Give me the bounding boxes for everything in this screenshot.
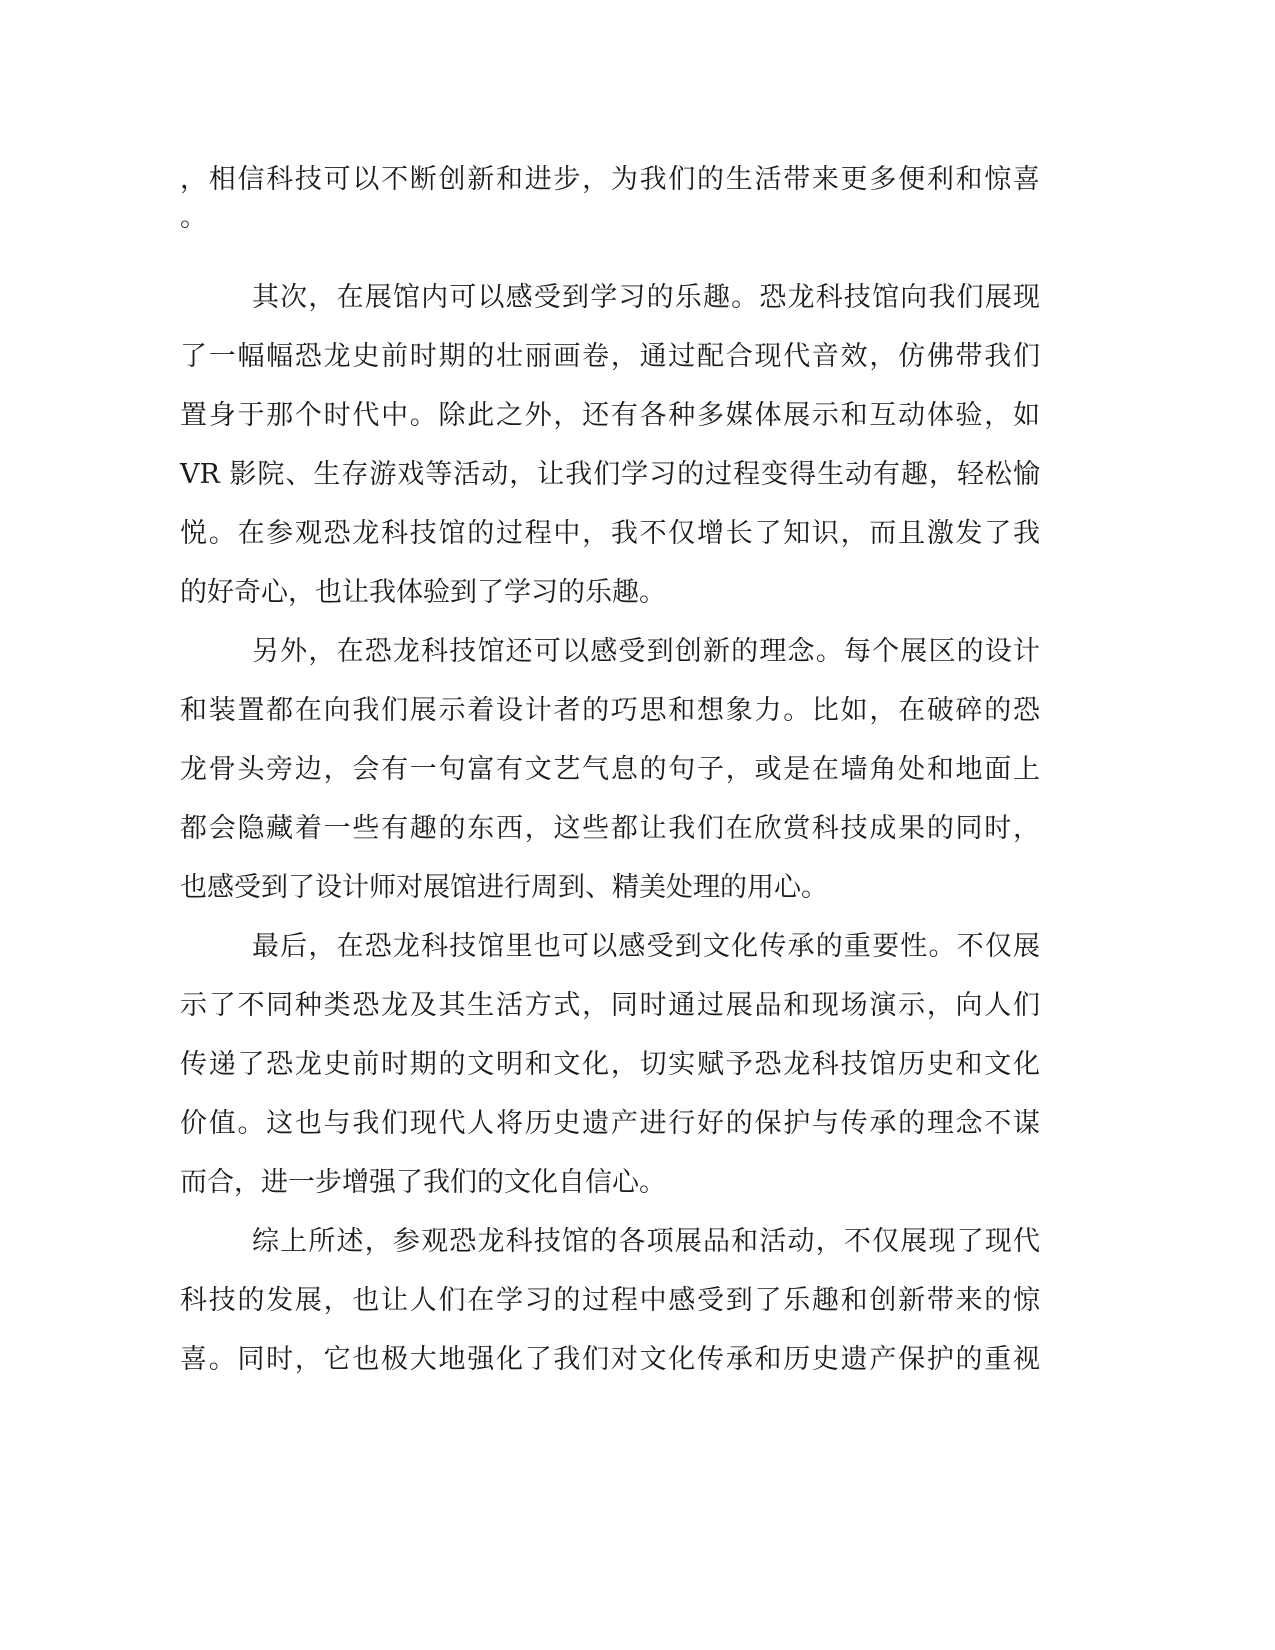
text-line: 喜。同时，它也极大地强化了我们对文化传承和历史遗产保护的重视 xyxy=(180,1344,1040,1375)
paragraph-first-line: 综上所述，参观恐龙科技馆的各项展品和活动，不仅展现了现代 xyxy=(252,1226,1040,1257)
paragraph-first-line: 最后，在恐龙科技馆里也可以感受到文化传承的重要性。不仅展 xyxy=(252,931,1040,962)
text-line: 示了不同种类恐龙及其生活方式，同时通过展品和现场演示，向人们 xyxy=(180,990,1040,1021)
text-line: 也感受到了设计师对展馆进行周到、精美处理的用心。 xyxy=(180,872,828,903)
text-line: 科技的发展，也让人们在学习的过程中感受到了乐趣和创新带来的惊 xyxy=(180,1285,1040,1316)
paragraph-first-line: 其次，在展馆内可以感受到学习的乐趣。恐龙科技馆向我们展现 xyxy=(252,282,1040,313)
text-line: 置身于那个时代中。除此之外，还有各种多媒体展示和互动体验，如 xyxy=(180,400,1040,431)
text-line: 龙骨头旁边，会有一句富有文艺气息的句子，或是在墙角处和地面上 xyxy=(180,754,1040,785)
text-line: 价值。这也与我们现代人将历史遗产进行好的保护与传承的理念不谋 xyxy=(180,1108,1040,1139)
text-line: 而合，进一步增强了我们的文化自信心。 xyxy=(180,1167,666,1198)
text-line: VR 影院、生存游戏等活动，让我们学习的过程变得生动有趣，轻松愉 xyxy=(180,459,1040,490)
text-line: 了一幅幅恐龙史前时期的壮丽画卷，通过配合现代音效，仿佛带我们 xyxy=(180,341,1040,372)
text-line: 。 xyxy=(180,202,207,233)
text-line: 的好奇心，也让我体验到了学习的乐趣。 xyxy=(180,577,666,608)
paragraph-first-line: 另外，在恐龙科技馆还可以感受到创新的理念。每个展区的设计 xyxy=(252,636,1040,667)
text-line: ，相信科技可以不断创新和进步，为我们的生活带来更多便利和惊喜 xyxy=(180,164,1040,195)
text-line: 都会隐藏着一些有趣的东西，这些都让我们在欣赏科技成果的同时， xyxy=(180,813,1040,844)
text-line: 悦。在参观恐龙科技馆的过程中，我不仅增长了知识，而且激发了我 xyxy=(180,518,1040,549)
text-line: 和装置都在向我们展示着设计者的巧思和想象力。比如，在破碎的恐 xyxy=(180,695,1040,726)
text-line: 传递了恐龙史前时期的文明和文化，切实赋予恐龙科技馆历史和文化 xyxy=(180,1049,1040,1080)
